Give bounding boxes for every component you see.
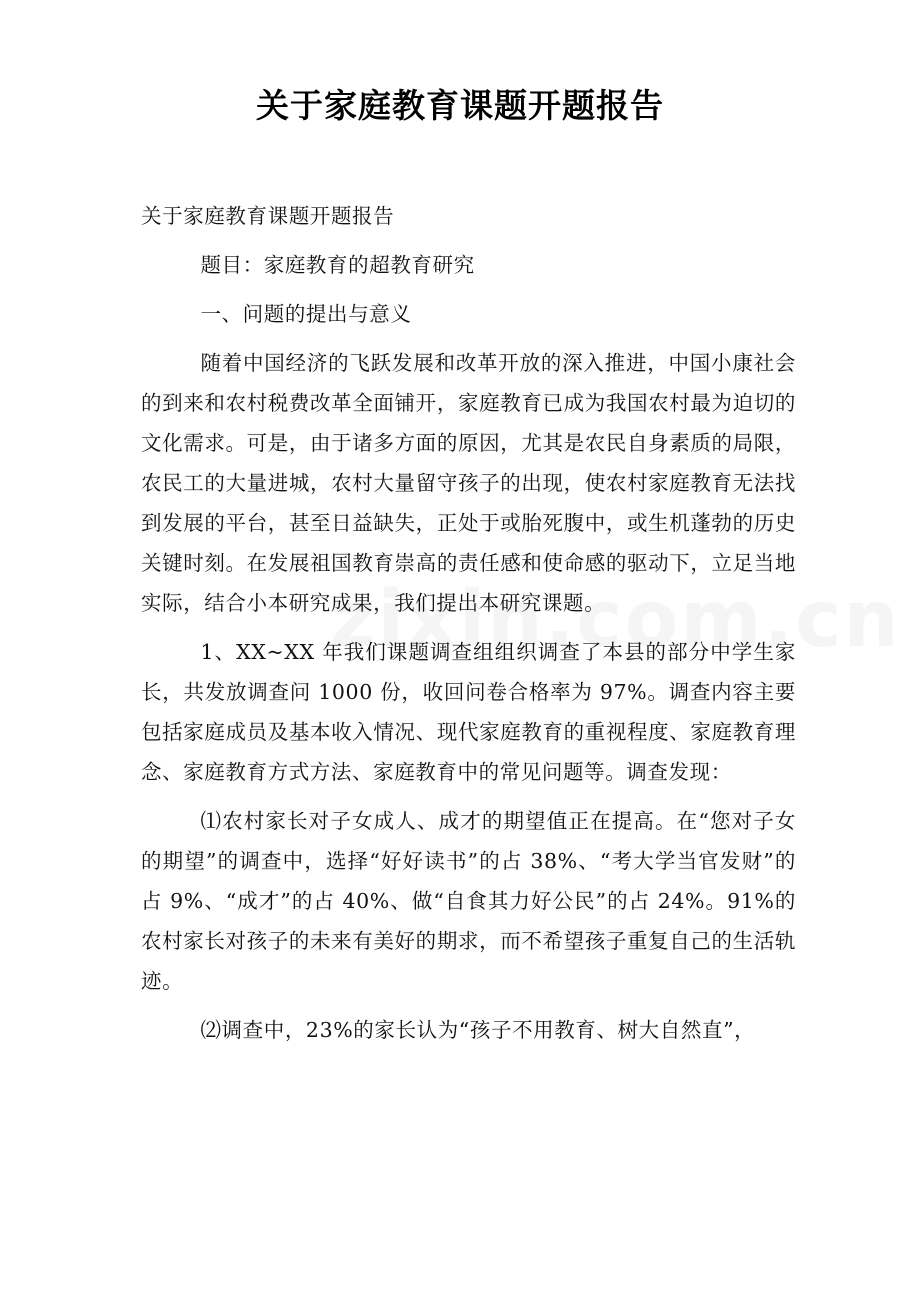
body-paragraph: ⑴农村家长对子女成人、成才的期望值正在提高。在“您对子女的期望”的调查中，选择“好好读书”的占 38%、“考大学当官发财”的占 9%、“成才”的占 40%、做“自食其力好公民”的占 24%。91%的农村家长对孩子的未来有美好的期求，而不希望孩子重复自己的生活轨迹。: [141, 809, 796, 993]
document-body: [141, 196, 796, 1059]
subtitle-paragraph: 关于家庭教育课题开题报告: [141, 204, 395, 228]
body-paragraph: ⑵调查中，23%的家长认为“孩子不用教育、树大自然直”，: [200, 1018, 756, 1042]
section-heading: 一、问题的提出与意义: [200, 302, 412, 326]
body-paragraph: 随着中国经济的飞跃发展和改革开放的深入推进，中国小康社会的到来和农村税费改革全面铺开，家庭教育已成为我国农村最为迫切的文化需求。可是，由于诸多方面的原因，尤其是农民自身素质的局限，农民工的大量进城，农村大量留守孩子的出现，使农村家庭教育无法找到发展的平台，甚至日益缺失，正处于或胎死腹中，或生机蓬勃的历史关键时刻。在发展祖国教育崇高的责任感和使命感的驱动下，立足当地实际，结合小本研究成果，我们提出本研究课题。: [141, 351, 796, 615]
body-paragraph: 1、XX~XX 年我们课题调查组组织调查了本县的部分中学生家长，共发放调查问 1000 份，收回问卷合格率为 97%。调查内容主要包括家庭成员及基本收入情况、现代家庭教育的重视程度、家庭教育理念、家庭教育方式方法、家庭教育中的常见问题等。调查发现：: [141, 640, 796, 784]
document-title: 关于家庭教育课题开题报告: [256, 86, 664, 125]
topic-paragraph: 题目：家庭教育的超教育研究: [200, 253, 475, 277]
